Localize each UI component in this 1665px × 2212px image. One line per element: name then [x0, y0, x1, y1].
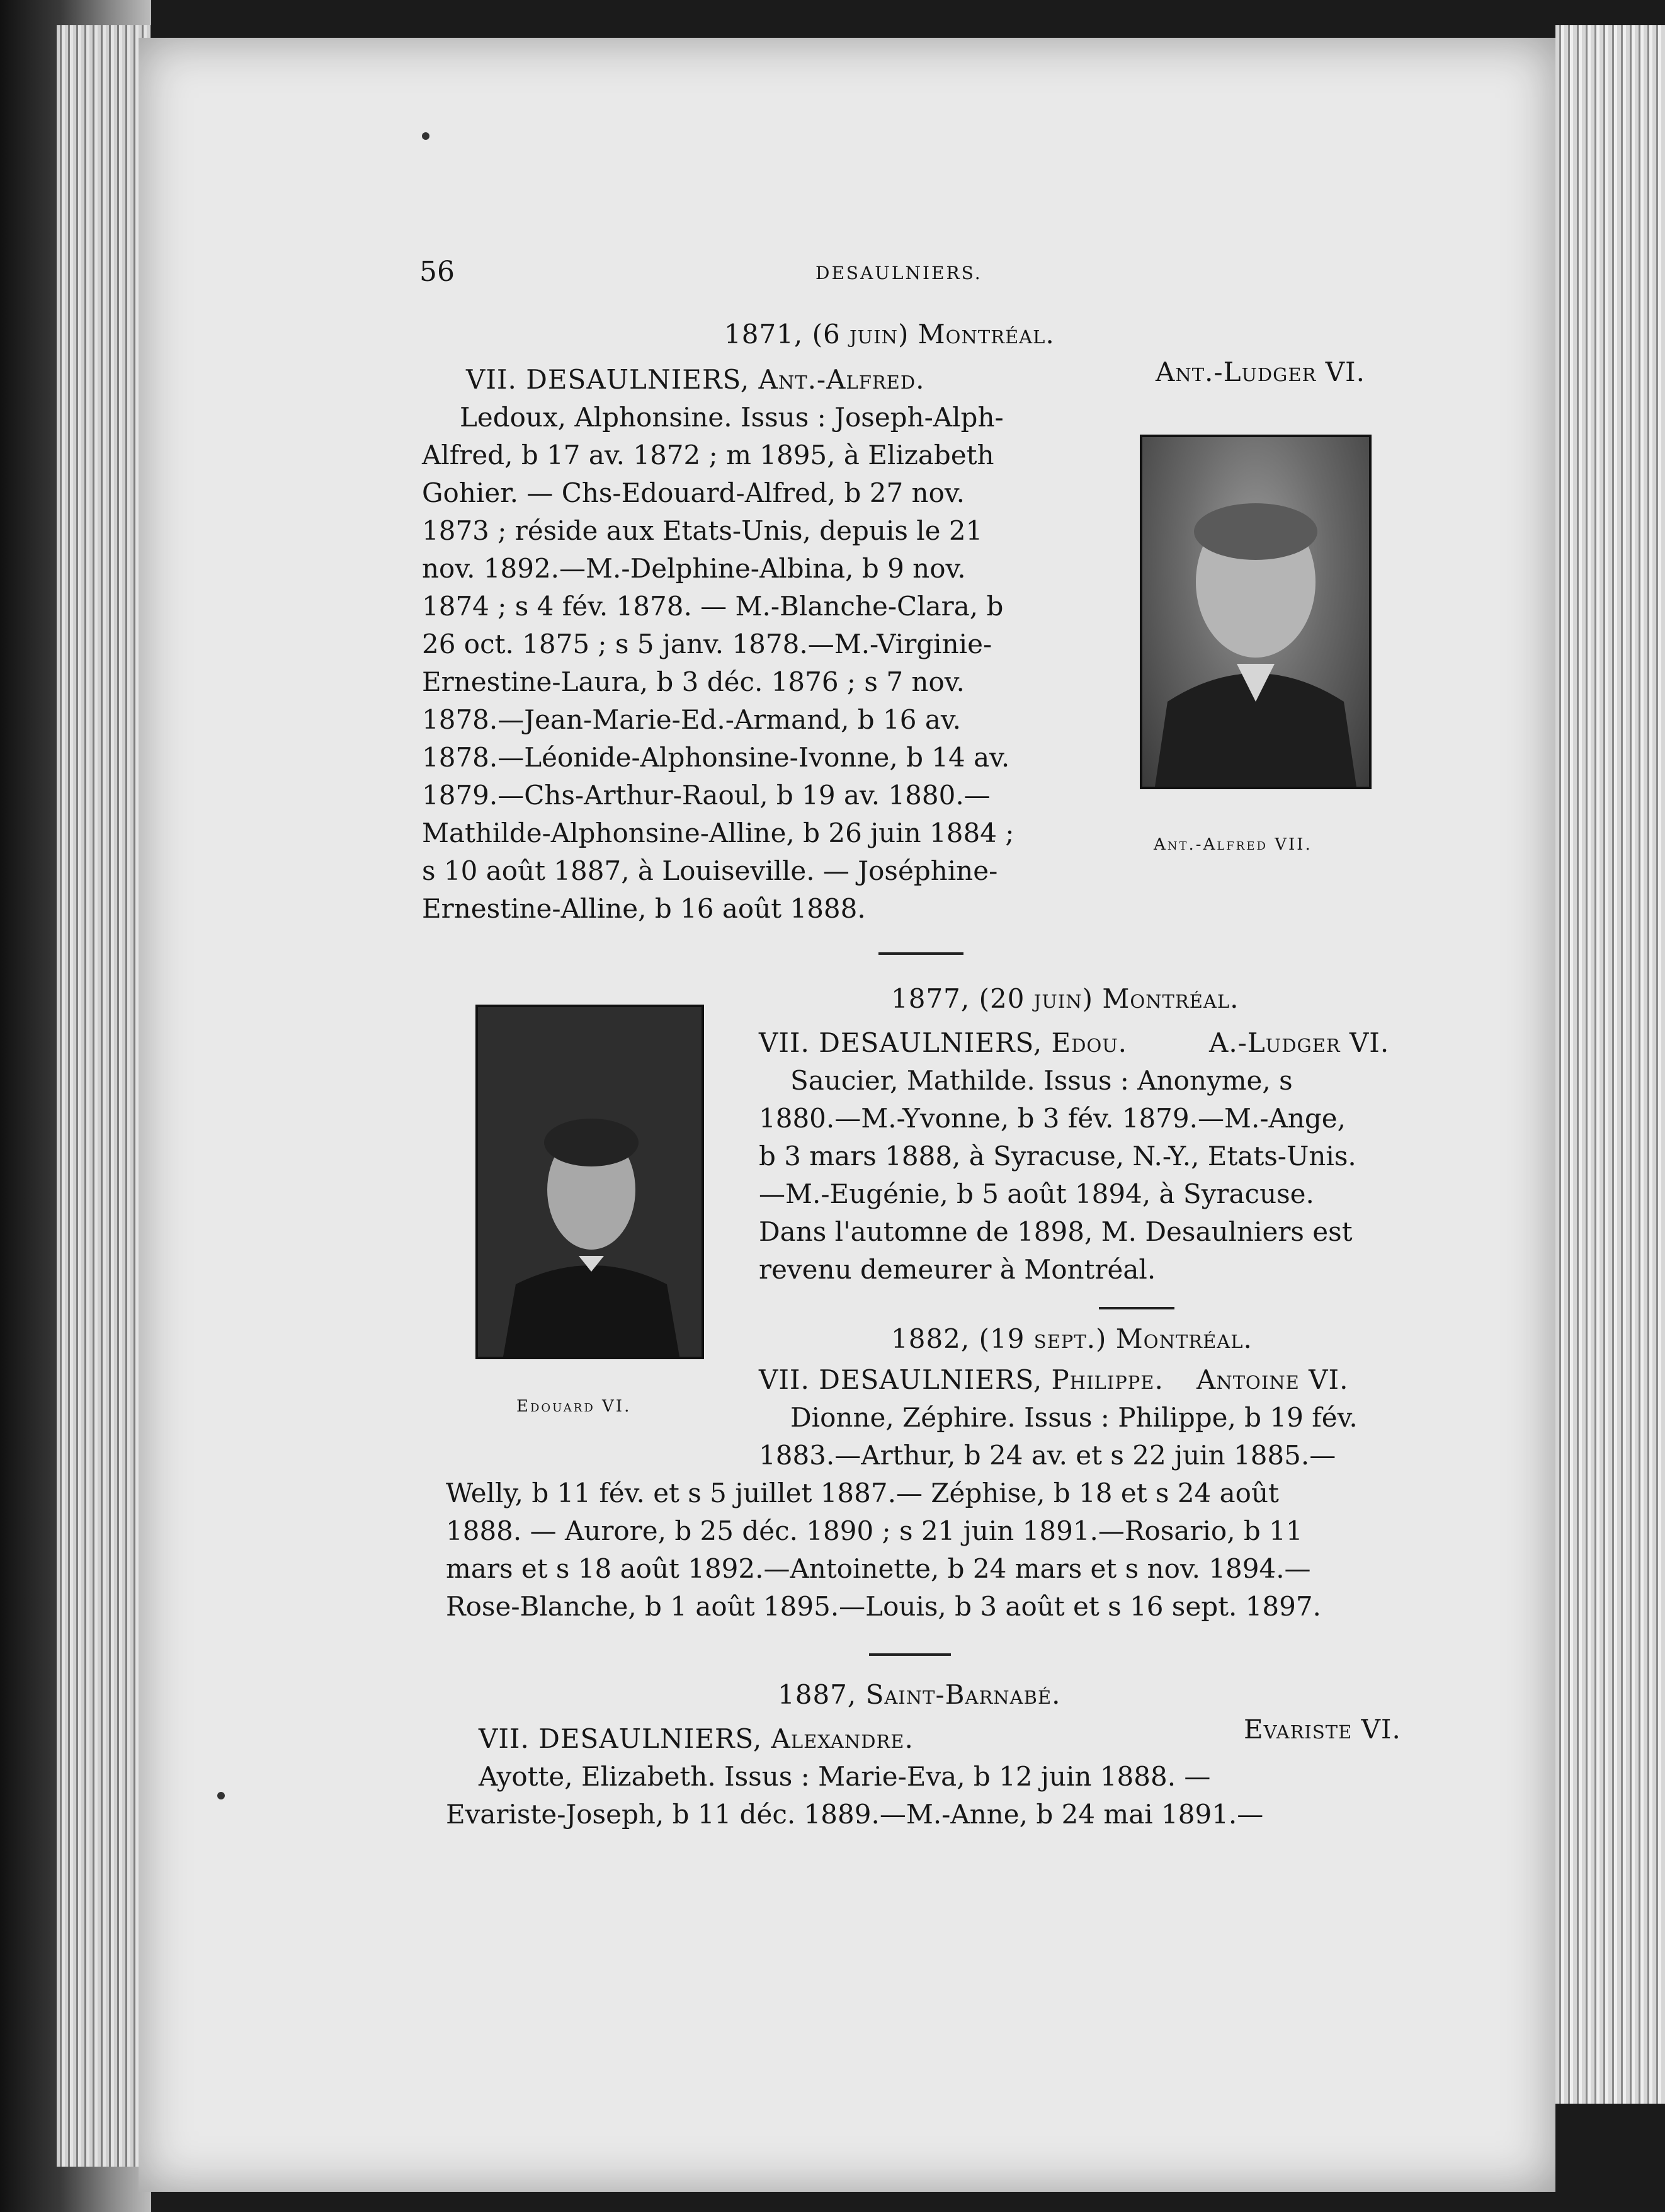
page-stack-right [1555, 25, 1665, 2104]
entry2-parent: A.-Ludger VI. [1209, 1027, 1390, 1058]
portrait-edouard-figure [478, 1007, 702, 1357]
running-title: DESAULNIERS. [815, 263, 982, 283]
entry4-line: Evariste-Joseph, b 11 déc. 1889.—M.-Anne, b 24 mai 1891.— [446, 1799, 1264, 1830]
entry3-line: Dionne, Zéphire. Issus : Philippe, b 19 fév. [790, 1402, 1358, 1433]
entry2-line: Dans l'automne de 1898, M. Desaulniers est [759, 1216, 1353, 1247]
entry3-heading: 1882, (19 sept.) Montréal. [891, 1323, 1253, 1354]
portrait-edouard-caption: Edouard VI. [516, 1397, 632, 1416]
entry1-line: 1879.—Chs-Arthur-Raoul, b 19 av. 1880.— [422, 780, 991, 811]
entry1-line: nov. 1892.—M.-Delphine-Albina, b 9 nov. [422, 553, 966, 584]
entry1-line: Mathilde-Alphonsine-Alline, b 26 juin 1884 ; [422, 818, 1014, 848]
portrait-edouard [475, 1005, 704, 1359]
entry1-line: s 10 août 1887, à Louiseville. — Joséphine- [422, 855, 998, 886]
entry1-line: Ernestine-Laura, b 3 déc. 1876 ; s 7 nov. [422, 666, 965, 697]
entry1-line: 26 oct. 1875 ; s 5 janv. 1878.—M.-Virginie- [422, 629, 992, 659]
entry4-name: VII. DESAULNIERS, Alexandre. [479, 1723, 914, 1754]
entry3-name: VII. DESAULNIERS, Philippe. [759, 1364, 1164, 1395]
entry1-line: Gohier. — Chs-Edouard-Alfred, b 27 nov. [422, 477, 965, 508]
entry2-name: VII. DESAULNIERS, Edou. [759, 1027, 1128, 1058]
entry3-line: 1888. — Aurore, b 25 déc. 1890 ; s 21 juin 1891.—Rosario, b 11 [446, 1515, 1303, 1546]
speck [422, 132, 429, 140]
entry4-heading: 1887, Saint-Barnabé. [778, 1679, 1061, 1710]
entry1-name: VII. DESAULNIERS, Ant.-Alfred. [466, 364, 925, 395]
entry2-heading: 1877, (20 juin) Montréal. [891, 983, 1239, 1014]
page-stack-left [57, 25, 151, 2167]
entry1-heading: 1871, (6 juin) Montréal. [724, 319, 1055, 350]
book-page [139, 38, 1555, 2192]
speck [217, 1792, 225, 1799]
entry1-line: 1878.—Jean-Marie-Ed.-Armand, b 16 av. [422, 704, 961, 735]
entry1-line: 1874 ; s 4 fév. 1878. — M.-Blanche-Clara, b [422, 591, 1004, 622]
entry1-line: Ledoux, Alphonsine. Issus : Joseph-Alph- [460, 402, 1004, 433]
portrait-ant-alfred-figure [1142, 437, 1369, 787]
entry3-line: 1883.—Arthur, b 24 av. et s 22 juin 1885.— [759, 1440, 1336, 1471]
entry2-line: Saucier, Mathilde. Issus : Anonyme, s [790, 1065, 1293, 1096]
entry1-parent: Ant.-Ludger VI. [1156, 356, 1365, 387]
page-number: 56 [419, 256, 455, 288]
entry2-line: 1880.—M.-Yvonne, b 3 fév. 1879.—M.-Ange, [759, 1103, 1346, 1134]
entry3-line: Welly, b 11 fév. et s 5 juillet 1887.— Zéphise, b 18 et s 24 août [446, 1478, 1279, 1508]
section-divider [869, 1653, 951, 1656]
entry4-line: Ayotte, Elizabeth. Issus : Marie-Eva, b 12 juin 1888. — [479, 1761, 1211, 1792]
section-divider [1099, 1307, 1174, 1309]
entry1-line: 1878.—Léonide-Alphonsine-Ivonne, b 14 av. [422, 742, 1010, 773]
entry3-parent: Antoine VI. [1196, 1364, 1349, 1395]
portrait-ant-alfred [1140, 435, 1372, 789]
entry4-parent: Evariste VI. [1244, 1714, 1401, 1745]
entry2-line: revenu demeurer à Montréal. [759, 1254, 1156, 1285]
section-divider [878, 952, 963, 955]
portrait-ant-alfred-caption: Ant.-Alfred VII. [1154, 835, 1312, 854]
entry1-line: Ernestine-Alline, b 16 août 1888. [422, 893, 866, 924]
entry1-line: 1873 ; réside aux Etats-Unis, depuis le 21 [422, 515, 983, 546]
entry3-line: Rose-Blanche, b 1 août 1895.—Louis, b 3 août et s 16 sept. 1897. [446, 1591, 1321, 1622]
entry1-line: Alfred, b 17 av. 1872 ; m 1895, à Elizabeth [422, 440, 994, 470]
entry2-line: —M.-Eugénie, b 5 août 1894, à Syracuse. [759, 1178, 1314, 1209]
entry3-line: mars et s 18 août 1892.—Antoinette, b 24 mars et s nov. 1894.— [446, 1553, 1311, 1584]
entry2-line: b 3 mars 1888, à Syracuse, N.-Y., Etats-Unis. [759, 1141, 1356, 1172]
